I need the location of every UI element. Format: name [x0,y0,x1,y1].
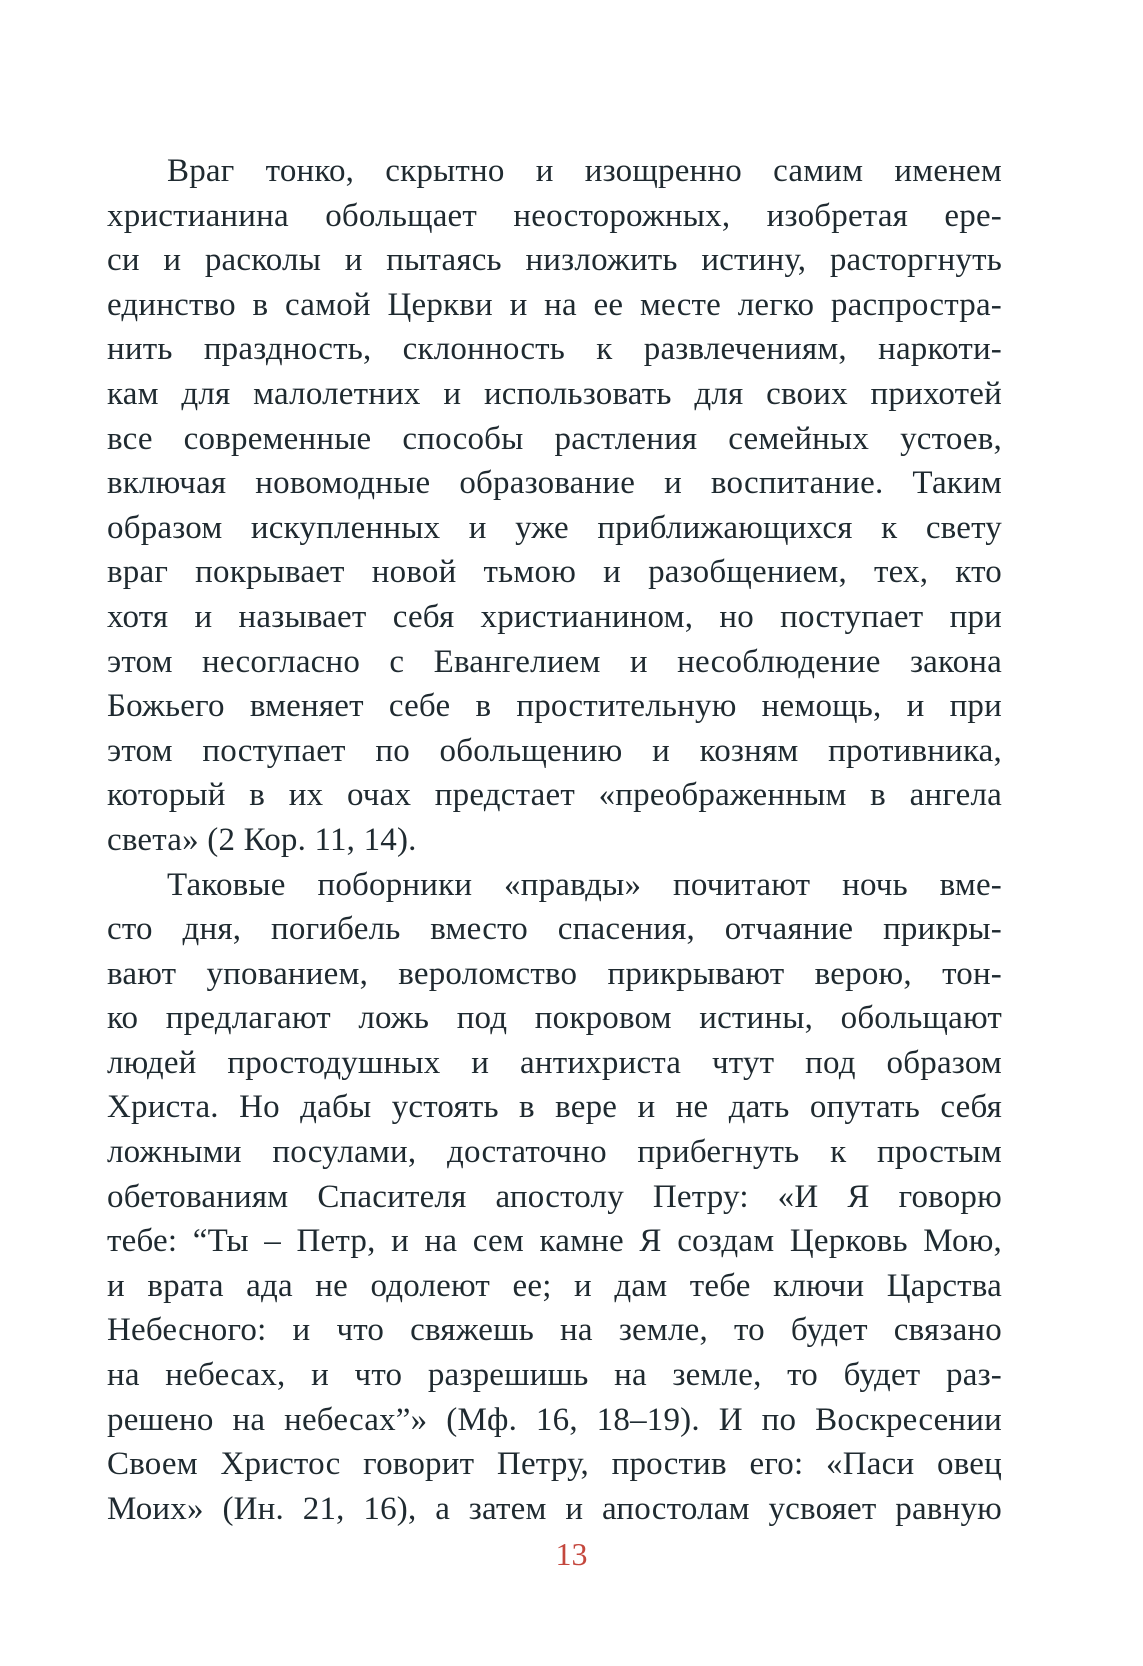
text-line: Небесного: и что свяжешь на земле, то будет связано [107,1312,1002,1349]
text-line: вают упованием, вероломство прикрывают верою, тон- [107,955,1002,992]
text-line: включая новомодные образование и воспитание. Таким [107,465,1002,502]
paragraph-2 [107,863,1002,1532]
text-line: Таковые поборники «правды» почитают ночь вме- [167,866,1002,903]
text-line: решено на небесах”» (Мф. 16, 18–19). И по Воскресении [107,1401,1002,1438]
text-line: враг покрывает новой тьмою и разобщением, тех, кто [107,554,1002,591]
text-line: Божьего вменяет себе в простительную немощь, и при [107,688,1002,725]
text-line: Своем Христос говорит Петру, простив его: «Паси овец [107,1446,1002,1483]
text-line: си и расколы и пытаясь низложить истину, расторгнуть [107,242,1002,279]
text-line: ко предлагают ложь под покровом истины, обольщают [107,1000,1002,1037]
text-line: все современные способы растления семейных устоев, [107,420,1002,457]
text-line: нить праздность, склонность к развлечениям, наркоти- [107,331,1002,368]
text-line: христианина обольщает неосторожных, изобретая ере- [107,197,1002,234]
text-line: Христа. Но дабы устоять в вере и не дать опутать себя [107,1089,1002,1126]
text-line: единство в самой Церкви и на ее месте легко распростра- [107,286,1002,323]
text-line: ложными посулами, достаточно прибегнуть к простым [107,1134,1002,1171]
text-line: света» (2 Кор. 11, 14). [107,821,417,858]
text-line: хотя и называет себя христианином, но поступает при [107,598,1002,635]
text-line: людей простодушных и антихриста чтут под образом [107,1044,1002,1081]
text-line: этом несогласно с Евангелием и несоблюдение закона [107,643,1002,680]
text-line: Моих» (Ин. 21, 16), а затем и апостолам усвояет равную [107,1490,1002,1527]
text-line: образом искупленных и уже приближающихся к свету [107,509,1002,546]
paragraph-1 [107,149,1002,863]
text-line: тебе: “Ты – Петр, и на сем камне Я создам Церковь Мою, [107,1223,1002,1260]
text-line: на небесах, и что разрешишь на земле, то будет раз- [107,1357,1002,1394]
page-number: 13 [555,1536,588,1572]
text-line: обетованиям Спасителя апостолу Петру: «И Я говорю [107,1178,1002,1215]
text-line: этом поступает по обольщению и козням противника, [107,732,1002,769]
text-line: сто дня, погибель вместо спасения, отчаяние прикры- [107,911,1002,948]
text-line: кам для малолетних и использовать для своих прихотей [107,375,1002,412]
text-line: Враг тонко, скрытно и изощренно самим именем [167,153,1002,189]
body-text [107,149,1002,1531]
text-line: который в их очах предстает «преображенным в ангела [107,777,1002,814]
text-line: и врата ада не одолеют ее; и дам тебе ключи Царства [107,1267,1002,1304]
